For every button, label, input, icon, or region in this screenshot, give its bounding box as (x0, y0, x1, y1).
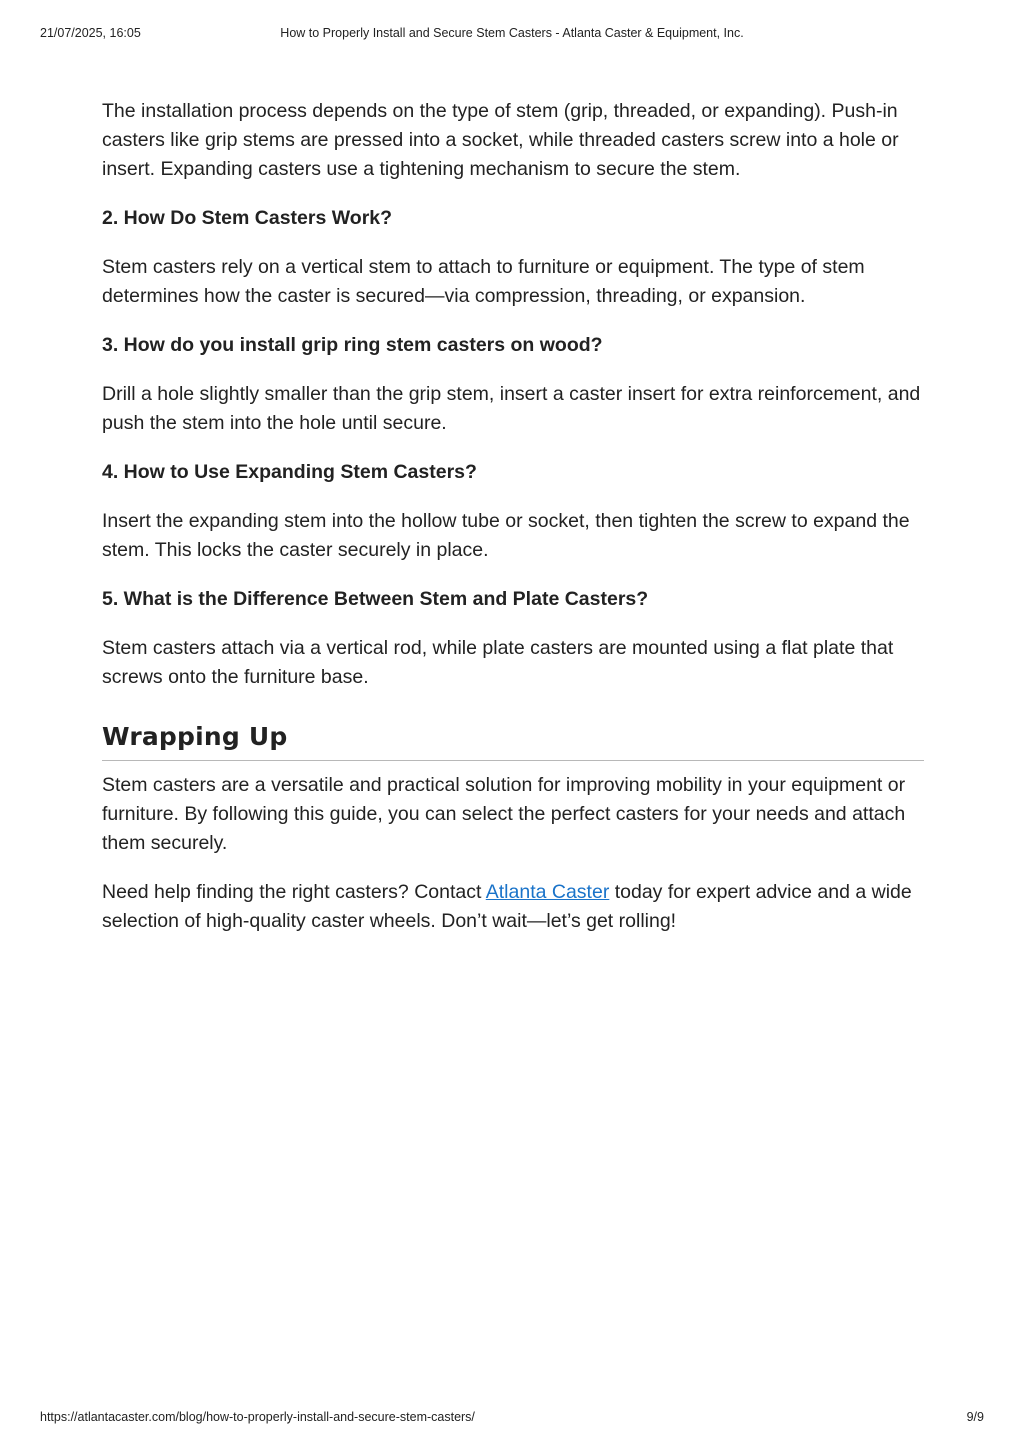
faq-answer: Stem casters attach via a vertical rod, while plate casters are mounted using a flat plate that screws onto the furniture base. (102, 637, 894, 688)
faq-question: 3. How do you install grip ring stem casters on wood? (102, 334, 603, 356)
print-datetime: 21/07/2025, 16:05 (40, 26, 141, 40)
cta-text-before: Need help finding the right casters? Contact (102, 881, 486, 903)
page-number: 9/9 (966, 1410, 984, 1424)
wrap-up-paragraph: Stem casters are a versatile and practical solution for improving mobility in your equipment or furniture. By following this guide, you can select the perfect casters for your needs and attach them securely. (102, 774, 906, 854)
faq-question: 4. How to Use Expanding Stem Casters? (102, 461, 477, 483)
print-header (40, 26, 984, 42)
print-footer (40, 1410, 984, 1426)
faq-answer: Drill a hole slightly smaller than the grip stem, insert a caster insert for extra reinforcement, and push the stem into the hole until secure. (102, 383, 921, 434)
print-url: https://atlantacaster.com/blog/how-to-properly-install-and-secure-stem-casters/ (40, 1410, 475, 1424)
cta-paragraph (102, 878, 924, 936)
cta-text-after: today for expert advice and a wide selection of high-quality caster wheels. Don’t wait—let’s get rolling! (102, 881, 912, 932)
intro-paragraph: The installation process depends on the type of stem (grip, threaded, or expanding). Push-in casters like grip stems are pressed into a socket, while threaded casters screw into a hole or insert. Expanding casters use a tightening mechanism to secure the stem. (102, 100, 899, 180)
faq-answer: Insert the expanding stem into the hollow tube or socket, then tighten the screw to expand the stem. This locks the caster securely in place. (102, 510, 910, 561)
article-content (102, 97, 924, 956)
faq-answer: Stem casters rely on a vertical stem to attach to furniture or equipment. The type of stem determines how the caster is secured—via compression, threading, or expansion. (102, 256, 865, 307)
atlanta-caster-link[interactable]: Atlanta Caster (485, 881, 610, 903)
faq-question: 2. How Do Stem Casters Work? (102, 207, 393, 229)
print-page-title: How to Properly Install and Secure Stem Casters - Atlanta Caster & Equipment, Inc. (280, 26, 744, 40)
faq-question: 5. What is the Difference Between Stem and Plate Casters? (102, 588, 649, 610)
wrapping-up-heading: Wrapping Up (102, 722, 924, 761)
